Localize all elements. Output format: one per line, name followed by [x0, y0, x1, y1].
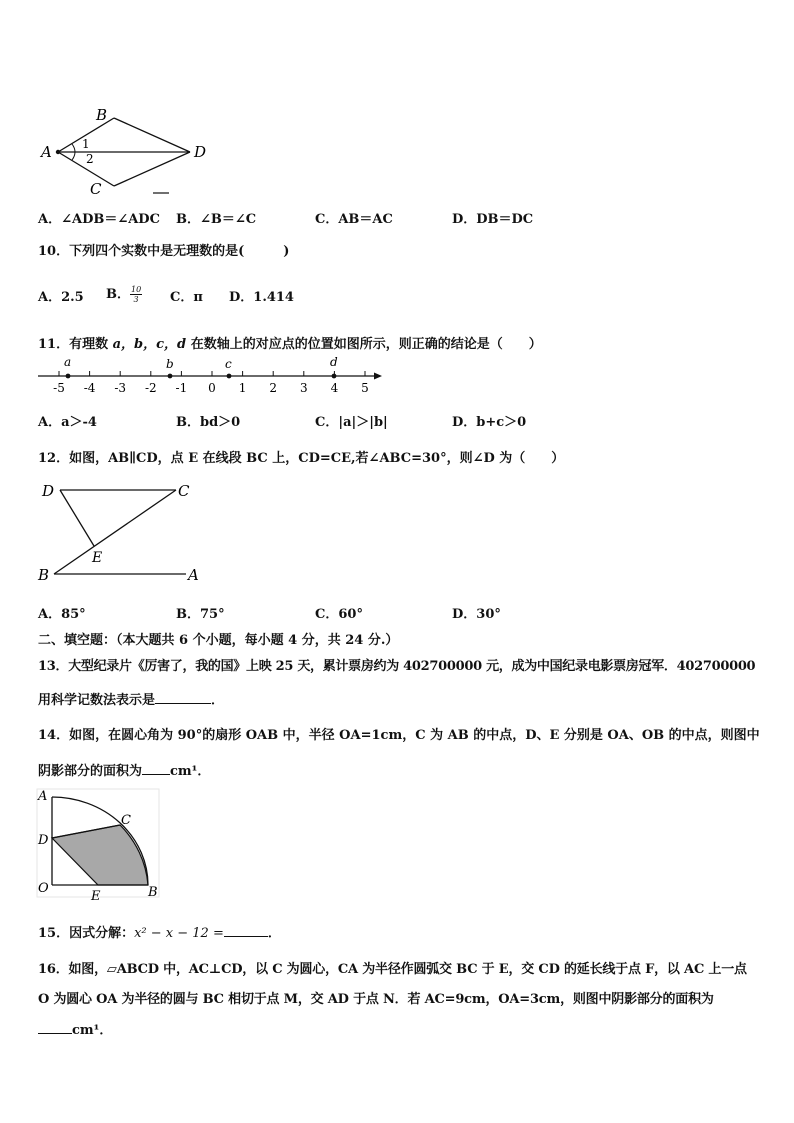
q15-answer-blank — [224, 936, 268, 937]
q9-option-a: A．∠ADB＝∠ADC — [38, 212, 160, 227]
q14-figure — [36, 788, 166, 902]
q11-tick-label: -5 — [53, 381, 65, 394]
section-heading: 二、填空题：（本大题共 6 个小题，每小题 4 分，共 24 分.） — [38, 633, 399, 648]
q12-label-d: D — [42, 482, 55, 500]
q11-option-a: A．a＞-4 — [38, 415, 97, 430]
q9-label-b: B — [96, 106, 108, 124]
q11-tick-label: -4 — [83, 381, 96, 394]
q9-option-b: B．∠B＝∠C — [176, 212, 257, 227]
q11-option-b: B．bd＞0 — [176, 415, 241, 430]
q14-label-e: E — [91, 889, 101, 902]
q9-figure — [38, 104, 218, 200]
q14-label-o: O — [38, 881, 49, 896]
q15-expression: x² − x − 12 = — [134, 926, 224, 941]
q14-label-d: D — [38, 833, 49, 848]
q11-point-a — [66, 374, 71, 379]
q16-answer-blank — [38, 1033, 72, 1034]
q10-fraction-denominator: 3 — [133, 295, 139, 304]
q14-label-b: B — [148, 885, 158, 900]
q11-tick-label: 3 — [299, 381, 308, 394]
q11-point-c — [227, 374, 232, 379]
q10-option-a: A．2.5 — [38, 290, 84, 305]
q15-suffix: ． — [267, 926, 281, 941]
q16-line1: 16．如图，▱ABCD 中，AC⊥CD，以 C 为圆心，CA 为半径作圆弧交 BC 于 E，交 CD 的延长线于点 F，以 AC 上一点 — [38, 962, 747, 977]
q12-stem: 12．如图，AB∥CD，点 E 在线段 BC 上，CD=CE,若∠ABC=30°，则∠D 为（ ） — [38, 451, 565, 466]
q12-option-d: D．30° — [452, 607, 501, 622]
q12-option-b: B．75° — [176, 607, 225, 622]
q13-line1: 13．大型纪录片《厉害了，我的国》上映 25 天，累计票房约为 402700000 元，成为中国纪录电影票房冠军．402700000 — [38, 659, 756, 674]
q9-label-d: D — [194, 143, 207, 161]
q12-label-c: C — [178, 482, 190, 500]
q12-option-c: C．60° — [315, 607, 363, 622]
q11-tick-label: 0 — [208, 381, 216, 394]
q10-fraction-numerator: 10 — [131, 285, 142, 294]
q11-label-d: d — [330, 355, 338, 369]
q11-tick-label: 2 — [269, 381, 278, 394]
q10-option-b-prefix: B． — [106, 287, 130, 302]
q11-stem-vars: a，b，c，d — [112, 337, 187, 352]
q12-label-e: E — [92, 550, 103, 566]
q11-stem-suffix: 在数轴上的对应点的位置如图所示，则正确的结论是（ ） — [190, 337, 542, 352]
q9-option-d: D．DB＝DC — [452, 212, 534, 227]
q10-option-d: D．1.414 — [229, 290, 294, 305]
q11-label-c: c — [225, 357, 232, 371]
q10-option-c: C．π — [170, 290, 203, 305]
q11-point-b — [168, 374, 173, 379]
q15-prefix: 15．因式分解： — [38, 926, 135, 941]
q13-line2-suffix: ． — [211, 693, 225, 708]
q11-label-a: a — [64, 355, 72, 369]
q14-label-a: A — [38, 789, 48, 804]
q11-stem — [38, 333, 542, 352]
q10-fraction — [130, 285, 142, 304]
q14-label-c: C — [121, 813, 131, 828]
q11-tick-label: -1 — [175, 381, 188, 394]
q13-line2-prefix: 用科学记数法表示是 — [38, 693, 156, 708]
q14-line2-prefix: 阴影部分的面积为 — [38, 764, 143, 779]
q9-angle-1: 1 — [82, 137, 90, 151]
q13-answer-blank — [155, 703, 211, 704]
q16-line3 — [38, 1019, 112, 1038]
q12-option-a: A．85° — [38, 607, 86, 622]
q11-option-d: D．b+c＞0 — [452, 415, 527, 430]
q15-line — [38, 922, 281, 941]
q14-line1: 14．如图，在圆心角为 90°的扇形 OAB 中，半径 OA=1cm，C 为 AB 的中点，D、E 分别是 OA、OB 的中点，则图中 — [38, 728, 760, 743]
q16-line2: O 为圆心 OA 为半径的圆与 BC 相切于点 M，交 AD 于点 N．若 AC=9cm，OA=3cm，则图中阴影部分的面积为 — [38, 992, 714, 1007]
q9-option-c: C．AB＝AC — [315, 212, 393, 227]
q11-option-c: C．|a|＞|b| — [315, 415, 388, 430]
q16-line3-suffix: cm¹． — [72, 1023, 113, 1038]
q14-answer-blank — [142, 774, 170, 775]
q14-line2 — [38, 760, 210, 779]
q13-line2 — [38, 689, 224, 708]
q11-tick-label: 5 — [361, 381, 369, 394]
q11-stem-prefix: 11．有理数 — [38, 337, 109, 352]
q9-angle-2: 2 — [86, 152, 94, 166]
q12-label-a: A — [188, 566, 199, 584]
q11-number-line — [36, 354, 386, 394]
q11-tick-label: -3 — [114, 381, 127, 394]
q9-label-a: A — [41, 143, 52, 161]
q11-tick-label: 4 — [330, 381, 339, 394]
q9-label-c: C — [90, 180, 102, 198]
q11-tick-label: -2 — [144, 381, 157, 394]
q14-line2-suffix: cm¹． — [170, 764, 211, 779]
q12-label-b: B — [38, 566, 50, 584]
q12-figure — [36, 478, 216, 588]
q11-label-b: b — [166, 357, 174, 371]
q11-point-d — [332, 374, 337, 379]
q10-stem: 10．下列四个实数中是无理数的是( ) — [38, 244, 290, 259]
q11-tick-label: 1 — [238, 381, 247, 394]
q10-option-b — [106, 283, 142, 304]
